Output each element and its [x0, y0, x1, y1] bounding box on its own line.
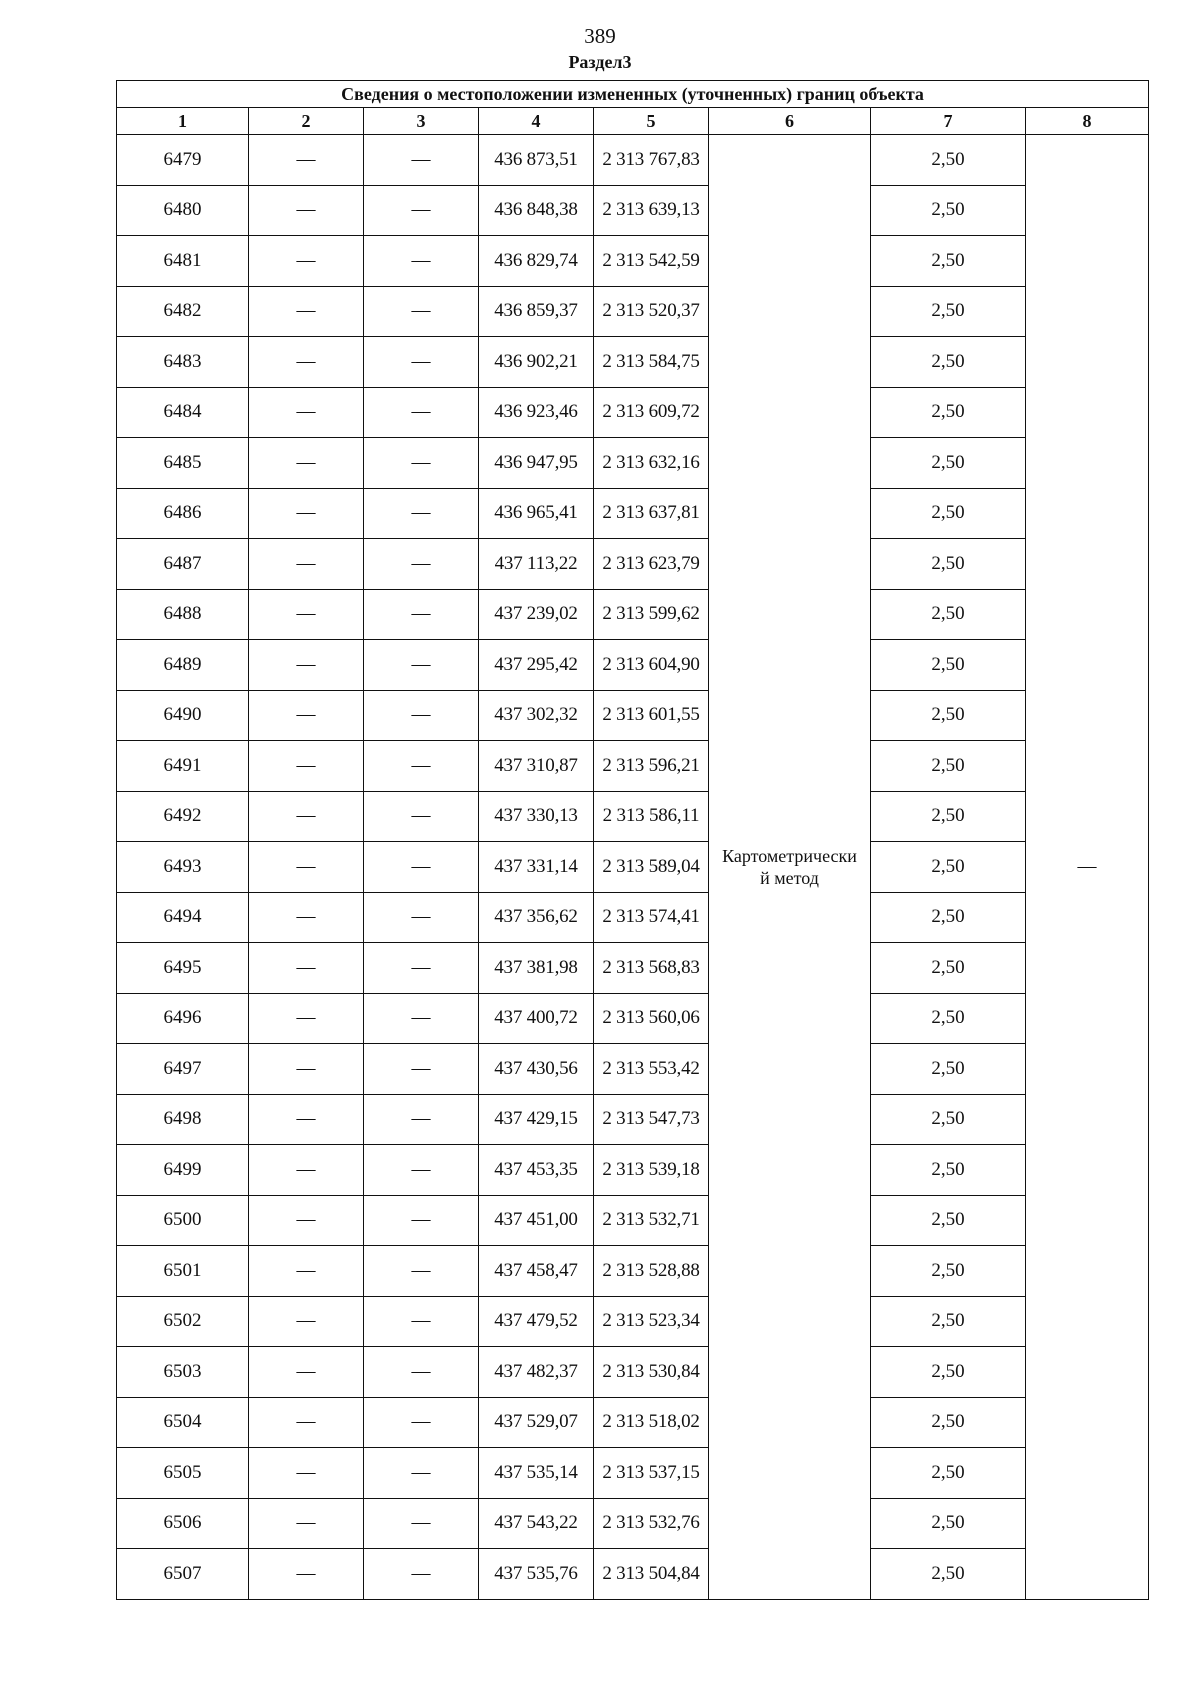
- y-coordinate-cell: 2 313 547,73: [594, 1094, 709, 1145]
- table-row: [117, 640, 1149, 691]
- point-number-cell: 6504: [117, 1397, 249, 1448]
- point-number-cell: 6480: [117, 185, 249, 236]
- col3-cell: —: [364, 539, 479, 590]
- col3-cell: —: [364, 185, 479, 236]
- table-row: [117, 185, 1149, 236]
- col3-cell: —: [364, 1145, 479, 1196]
- col2-cell: —: [249, 387, 364, 438]
- column-number: 5: [594, 108, 709, 135]
- col2-cell: —: [249, 236, 364, 287]
- col2-cell: —: [249, 1549, 364, 1600]
- y-coordinate-cell: 2 313 584,75: [594, 337, 709, 388]
- x-coordinate-cell: 437 429,15: [479, 1094, 594, 1145]
- table-body: [117, 135, 1149, 1600]
- col3-cell: —: [364, 791, 479, 842]
- point-number-cell: 6498: [117, 1094, 249, 1145]
- col3-cell: —: [364, 1044, 479, 1095]
- col2-cell: —: [249, 1094, 364, 1145]
- point-number-cell: 6486: [117, 488, 249, 539]
- col2-cell: —: [249, 488, 364, 539]
- y-coordinate-cell: 2 313 504,84: [594, 1549, 709, 1600]
- table-row: [117, 337, 1149, 388]
- col3-cell: —: [364, 993, 479, 1044]
- accuracy-cell: 2,50: [871, 1296, 1026, 1347]
- col2-cell: —: [249, 185, 364, 236]
- col3-cell: —: [364, 1296, 479, 1347]
- point-number-cell: 6502: [117, 1296, 249, 1347]
- col3-cell: —: [364, 842, 479, 893]
- accuracy-cell: 2,50: [871, 640, 1026, 691]
- y-coordinate-cell: 2 313 532,76: [594, 1498, 709, 1549]
- point-number-cell: 6495: [117, 943, 249, 994]
- accuracy-cell: 2,50: [871, 791, 1026, 842]
- table-row: [117, 1397, 1149, 1448]
- x-coordinate-cell: 437 400,72: [479, 993, 594, 1044]
- accuracy-cell: 2,50: [871, 589, 1026, 640]
- col2-cell: —: [249, 640, 364, 691]
- y-coordinate-cell: 2 313 609,72: [594, 387, 709, 438]
- point-number-cell: 6506: [117, 1498, 249, 1549]
- col2-cell: —: [249, 135, 364, 186]
- table-row: [117, 438, 1149, 489]
- y-coordinate-cell: 2 313 532,71: [594, 1195, 709, 1246]
- col3-cell: —: [364, 640, 479, 691]
- col3-cell: —: [364, 1094, 479, 1145]
- accuracy-cell: 2,50: [871, 185, 1026, 236]
- table-row: [117, 1296, 1149, 1347]
- table-row: [117, 488, 1149, 539]
- table-row: [117, 943, 1149, 994]
- col2-cell: —: [249, 337, 364, 388]
- table-row: [117, 387, 1149, 438]
- col3-cell: —: [364, 337, 479, 388]
- accuracy-cell: 2,50: [871, 1397, 1026, 1448]
- y-coordinate-cell: 2 313 542,59: [594, 236, 709, 287]
- col2-cell: —: [249, 892, 364, 943]
- col3-cell: —: [364, 438, 479, 489]
- col2-cell: —: [249, 1044, 364, 1095]
- method-cell: [709, 135, 871, 1600]
- col3-cell: —: [364, 943, 479, 994]
- table-row: [117, 1094, 1149, 1145]
- accuracy-cell: 2,50: [871, 842, 1026, 893]
- x-coordinate-cell: 437 535,14: [479, 1448, 594, 1499]
- y-coordinate-cell: 2 313 589,04: [594, 842, 709, 893]
- accuracy-cell: 2,50: [871, 236, 1026, 287]
- accuracy-cell: 2,50: [871, 539, 1026, 590]
- x-coordinate-cell: 437 295,42: [479, 640, 594, 691]
- table-row: [117, 135, 1149, 186]
- col3-cell: —: [364, 286, 479, 337]
- col2-cell: —: [249, 539, 364, 590]
- col2-cell: —: [249, 791, 364, 842]
- x-coordinate-cell: 437 239,02: [479, 589, 594, 640]
- y-coordinate-cell: 2 313 520,37: [594, 286, 709, 337]
- point-number-cell: 6494: [117, 892, 249, 943]
- table-row: [117, 791, 1149, 842]
- col3-cell: —: [364, 1246, 479, 1297]
- x-coordinate-cell: 437 113,22: [479, 539, 594, 590]
- accuracy-cell: 2,50: [871, 690, 1026, 741]
- col2-cell: —: [249, 1246, 364, 1297]
- accuracy-cell: 2,50: [871, 741, 1026, 792]
- accuracy-cell: 2,50: [871, 135, 1026, 186]
- y-coordinate-cell: 2 313 596,21: [594, 741, 709, 792]
- col3-cell: —: [364, 1549, 479, 1600]
- accuracy-cell: 2,50: [871, 993, 1026, 1044]
- table-row: [117, 1549, 1149, 1600]
- x-coordinate-cell: 436 947,95: [479, 438, 594, 489]
- col2-cell: —: [249, 993, 364, 1044]
- col2-cell: —: [249, 286, 364, 337]
- col3-cell: —: [364, 488, 479, 539]
- table-row: [117, 1246, 1149, 1297]
- point-number-cell: 6500: [117, 1195, 249, 1246]
- col2-cell: —: [249, 1195, 364, 1246]
- point-number-cell: 6487: [117, 539, 249, 590]
- point-number-cell: 6485: [117, 438, 249, 489]
- y-coordinate-cell: 2 313 574,41: [594, 892, 709, 943]
- x-coordinate-cell: 437 381,98: [479, 943, 594, 994]
- col2-cell: —: [249, 589, 364, 640]
- accuracy-cell: 2,50: [871, 1347, 1026, 1398]
- point-number-cell: 6489: [117, 640, 249, 691]
- point-number-cell: 6497: [117, 1044, 249, 1095]
- accuracy-cell: 2,50: [871, 1448, 1026, 1499]
- table-caption: Сведения о местоположении измененных (уточненных) границ объекта: [117, 81, 1149, 108]
- point-number-cell: 6484: [117, 387, 249, 438]
- y-coordinate-cell: 2 313 553,42: [594, 1044, 709, 1095]
- col3-cell: —: [364, 236, 479, 287]
- col3-cell: —: [364, 892, 479, 943]
- accuracy-cell: 2,50: [871, 286, 1026, 337]
- x-coordinate-cell: 437 430,56: [479, 1044, 594, 1095]
- y-coordinate-cell: 2 313 537,15: [594, 1448, 709, 1499]
- table-row: [117, 690, 1149, 741]
- y-coordinate-cell: 2 313 539,18: [594, 1145, 709, 1196]
- point-number-cell: 6496: [117, 993, 249, 1044]
- col2-cell: —: [249, 842, 364, 893]
- col3-cell: —: [364, 690, 479, 741]
- table-row: [117, 589, 1149, 640]
- point-number-cell: 6491: [117, 741, 249, 792]
- col2-cell: —: [249, 943, 364, 994]
- y-coordinate-cell: 2 313 604,90: [594, 640, 709, 691]
- x-coordinate-cell: 437 482,37: [479, 1347, 594, 1398]
- method-text-line2: й метод: [760, 867, 819, 888]
- y-coordinate-cell: 2 313 568,83: [594, 943, 709, 994]
- accuracy-cell: 2,50: [871, 1145, 1026, 1196]
- point-number-cell: 6481: [117, 236, 249, 287]
- col3-cell: —: [364, 1195, 479, 1246]
- y-coordinate-cell: 2 313 601,55: [594, 690, 709, 741]
- y-coordinate-cell: 2 313 637,81: [594, 488, 709, 539]
- column-number: 6: [709, 108, 871, 135]
- accuracy-cell: 2,50: [871, 1044, 1026, 1095]
- point-number-cell: 6488: [117, 589, 249, 640]
- y-coordinate-cell: 2 313 599,62: [594, 589, 709, 640]
- table-row: [117, 892, 1149, 943]
- col2-cell: —: [249, 1347, 364, 1398]
- y-coordinate-cell: 2 313 560,06: [594, 993, 709, 1044]
- table-row: [117, 993, 1149, 1044]
- x-coordinate-cell: 437 302,32: [479, 690, 594, 741]
- accuracy-cell: 2,50: [871, 943, 1026, 994]
- y-coordinate-cell: 2 313 767,83: [594, 135, 709, 186]
- col8-cell: —: [1026, 135, 1149, 1600]
- table-row: [117, 741, 1149, 792]
- col3-cell: —: [364, 1498, 479, 1549]
- column-number: 4: [479, 108, 594, 135]
- x-coordinate-cell: 437 356,62: [479, 892, 594, 943]
- x-coordinate-cell: 436 965,41: [479, 488, 594, 539]
- x-coordinate-cell: 436 902,21: [479, 337, 594, 388]
- col2-cell: —: [249, 1498, 364, 1549]
- x-coordinate-cell: 437 310,87: [479, 741, 594, 792]
- x-coordinate-cell: 436 848,38: [479, 185, 594, 236]
- col2-cell: —: [249, 690, 364, 741]
- col3-cell: —: [364, 1347, 479, 1398]
- x-coordinate-cell: 436 873,51: [479, 135, 594, 186]
- table-row: [117, 539, 1149, 590]
- col3-cell: —: [364, 589, 479, 640]
- col2-cell: —: [249, 1397, 364, 1448]
- accuracy-cell: 2,50: [871, 892, 1026, 943]
- col2-cell: —: [249, 1448, 364, 1499]
- point-number-cell: 6492: [117, 791, 249, 842]
- point-number-cell: 6505: [117, 1448, 249, 1499]
- col3-cell: —: [364, 1397, 479, 1448]
- y-coordinate-cell: 2 313 530,84: [594, 1347, 709, 1398]
- x-coordinate-cell: 437 331,14: [479, 842, 594, 893]
- column-number: 8: [1026, 108, 1149, 135]
- y-coordinate-cell: 2 313 623,79: [594, 539, 709, 590]
- point-number-cell: 6482: [117, 286, 249, 337]
- accuracy-cell: 2,50: [871, 488, 1026, 539]
- col2-cell: —: [249, 1145, 364, 1196]
- column-number: 7: [871, 108, 1026, 135]
- x-coordinate-cell: 436 829,74: [479, 236, 594, 287]
- accuracy-cell: 2,50: [871, 337, 1026, 388]
- point-number-cell: 6483: [117, 337, 249, 388]
- accuracy-cell: 2,50: [871, 1246, 1026, 1297]
- x-coordinate-cell: 437 543,22: [479, 1498, 594, 1549]
- col2-cell: —: [249, 741, 364, 792]
- x-coordinate-cell: 437 451,00: [479, 1195, 594, 1246]
- accuracy-cell: 2,50: [871, 1094, 1026, 1145]
- y-coordinate-cell: 2 313 639,13: [594, 185, 709, 236]
- y-coordinate-cell: 2 313 523,34: [594, 1296, 709, 1347]
- col2-cell: —: [249, 1296, 364, 1347]
- point-number-cell: 6479: [117, 135, 249, 186]
- table-row: [117, 236, 1149, 287]
- point-number-cell: 6499: [117, 1145, 249, 1196]
- column-number: 2: [249, 108, 364, 135]
- accuracy-cell: 2,50: [871, 1549, 1026, 1600]
- accuracy-cell: 2,50: [871, 1195, 1026, 1246]
- point-number-cell: 6507: [117, 1549, 249, 1600]
- page-number: 389: [584, 24, 616, 48]
- accuracy-cell: 2,50: [871, 1498, 1026, 1549]
- table-row: [117, 1195, 1149, 1246]
- x-coordinate-cell: 436 923,46: [479, 387, 594, 438]
- table-row: [117, 1448, 1149, 1499]
- col3-cell: —: [364, 1448, 479, 1499]
- col3-cell: —: [364, 387, 479, 438]
- point-number-cell: 6493: [117, 842, 249, 893]
- table-row: [117, 842, 1149, 893]
- accuracy-cell: 2,50: [871, 438, 1026, 489]
- y-coordinate-cell: 2 313 518,02: [594, 1397, 709, 1448]
- y-coordinate-cell: 2 313 632,16: [594, 438, 709, 489]
- accuracy-cell: 2,50: [871, 387, 1026, 438]
- col3-cell: —: [364, 135, 479, 186]
- x-coordinate-cell: 437 453,35: [479, 1145, 594, 1196]
- table-row: [117, 286, 1149, 337]
- x-coordinate-cell: 437 529,07: [479, 1397, 594, 1448]
- x-coordinate-cell: 436 859,37: [479, 286, 594, 337]
- table-row: [117, 1347, 1149, 1398]
- method-text-line1: Картометрически: [722, 845, 857, 866]
- point-number-cell: 6503: [117, 1347, 249, 1398]
- x-coordinate-cell: 437 479,52: [479, 1296, 594, 1347]
- x-coordinate-cell: 437 535,76: [479, 1549, 594, 1600]
- y-coordinate-cell: 2 313 586,11: [594, 791, 709, 842]
- x-coordinate-cell: 437 458,47: [479, 1246, 594, 1297]
- column-number: 3: [364, 108, 479, 135]
- table-row: [117, 1145, 1149, 1196]
- y-coordinate-cell: 2 313 528,88: [594, 1246, 709, 1297]
- table-row: [117, 1498, 1149, 1549]
- table-row: [117, 1044, 1149, 1095]
- point-number-cell: 6501: [117, 1246, 249, 1297]
- col2-cell: —: [249, 438, 364, 489]
- x-coordinate-cell: 437 330,13: [479, 791, 594, 842]
- section-title: Раздел3: [568, 52, 632, 72]
- col3-cell: —: [364, 741, 479, 792]
- point-number-cell: 6490: [117, 690, 249, 741]
- column-number: 1: [117, 108, 249, 135]
- boundary-table: [116, 80, 1149, 1600]
